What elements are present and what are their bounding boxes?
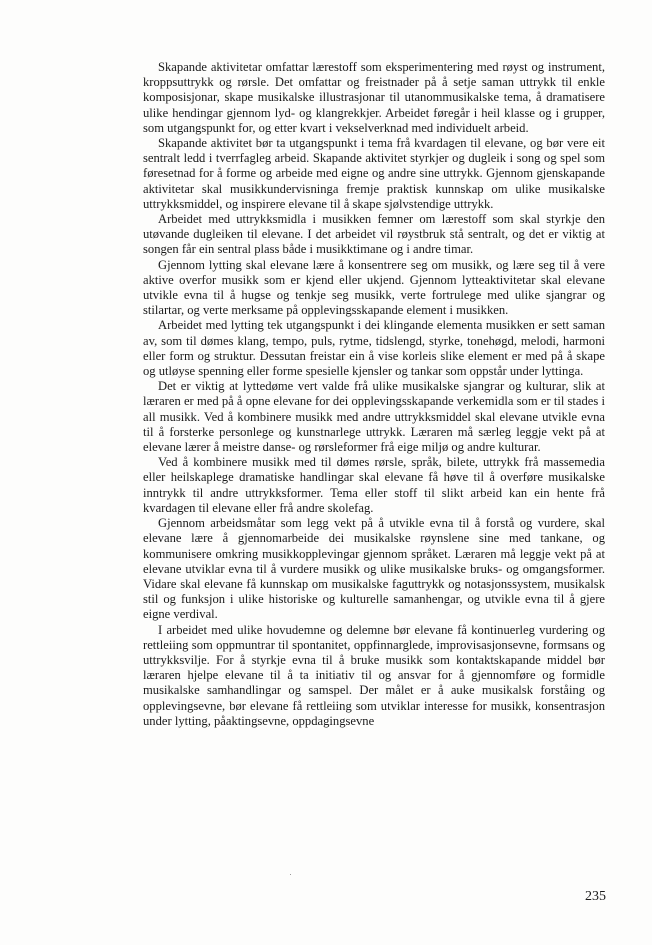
paragraph-2: Skapande aktivitet bør ta utgangspunkt i tema frå kvardagen til elevane, og bør vere eit sentralt ledd i tverrfagleg arbeid. Skapande aktivitet styrkjer og dugleik i song og spel som føresetnad for å forme og arbeide med eigne og andre sine uttrykk. Gjennom gjenskapande aktivitetar skal musikkundervisninga fremje praktisk kunnskap om ulike musikalske uttrykksmiddel, og inspirere elevane til å skape sjølvstendige uttrykk. [143, 136, 605, 211]
paragraph-7: Ved å kombinere musikk med til dømes rørsle, språk, bilete, uttrykk frå massemedia eller heilskaplege dramatiske handlingar skal elevane få høve til å overføre musikalske inntrykk til andre uttrykksformer. Tema eller stoff til slikt arbeid kan ein hente frå kvardagen til elevane eller frå andre skolefag. [143, 455, 605, 515]
paragraph-9: I arbeidet med ulike hovudemne og delemne bør elevane få kontinuerleg vurdering og rettleiing som oppmuntrar til spontanitet, oppfinnarglede, improvisasjonsevne, formsans og uttrykksvilje. For å styrkje evna til å bruke musikk som kontaktskapande middel bør læraren hjelpe elevane til å ta initiativ til og ansvar for å gjennomføre og formidle musikalske samhandlingar og samspel. Der målet er å auke musikalsk forståing og opplevingsevne, bør elevane få rettleiing som utviklar interesse for musikk, konsentrasjon under lytting, påaktingsevne, oppdagingsevne [143, 622, 605, 728]
paragraph-5: Arbeidet med lytting tek utgangspunkt i dei klingande elementa musikken er sett saman av, som til dømes klang, tempo, puls, rytme, tidslengd, styrke, tonehøgd, melodi, harmoni eller form og struktur. Dessutan freistar ein å vise korleis slike element er med på å skape og utløyse spenning eller forme spesielle kjensler og tankar som oppstår under lyttinga. [143, 318, 605, 379]
paragraph-8: Gjennom arbeidsmåtar som legg vekt på å utvikle evna til å forstå og vurdere, skal elevane lære å gjennomarbeide dei musikalske røynslene sine med tankane, og kommunisere omkring musikkopplevingar gjennom språket. Læraren må leggje vekt på at elevane utviklar evna til å vurdere musikk og ulike musikalske bruks- og omgangsformer. Vidare skal elevane få kunnskap om musikalske faguttrykk og notasjonssystem, musikalsk stil og funksjon i ulike historiske og kulturelle samanhengar, og utvikle evna til å gjere eigne verdival. [143, 516, 605, 622]
paragraph-6: Det er viktig at lyttedømе vert valde frå ulike musikalske sjangrar og kulturar, slik at læraren er med på å opne elevane for dei opplevingsskapande verkemidla som er til stades i all musikk. Ved å kombinere musikk med andre uttrykksmiddel skal elevane utvikle evna til å forsterke personlege og kunstnarlege uttrykk. Læraren må særleg leggje vekt på at elevane lærer å meistre danse- og rørsleformer frå eige miljø og andre kulturar. [143, 379, 605, 455]
page-number: 235 [585, 889, 606, 904]
body-text [143, 60, 605, 729]
paragraph-1: Skapande aktivitetar omfattar lærestoff som eksperimentering med røyst og instrument, kroppsuttrykk og rørsle. Det omfattar og freistnader på å setje saman uttrykk til enkle komposisjonar, skape musikalske illustrasjonar til utanommusikalske tema, å dramatisere ulike hendingar gjennom lyd- og klangrekkjer. Arbeidet føregår i heil klasse og i grupper, som utgangspunkt for, og etter kvart i vekselverknad med individuelt arbeid. [143, 60, 605, 135]
paragraph-3: Arbeidet med uttrykksmidla i musikken femner om lærestoff som skal styrkje den utøvande dugleiken til elevane. I det arbeidet vil røystbruk stå sentralt, og det er viktig at songen får ein sentral plass både i musikktimane og i andre timar. [143, 212, 605, 257]
paragraph-4: Gjennom lytting skal elevane lære å konsentrere seg om musikk, og lære seg til å vere aktive overfor musikk som er kjend eller ukjend. Gjennom lytteaktivitetar skal elevane utvikle evna til å hugse og tenkje seg musikk, verte fortrulege med ulike sjangrar og stilartar, og verte merksame på opplevingsskapande element i musikken. [143, 257, 605, 318]
scan-speck [290, 874, 291, 875]
